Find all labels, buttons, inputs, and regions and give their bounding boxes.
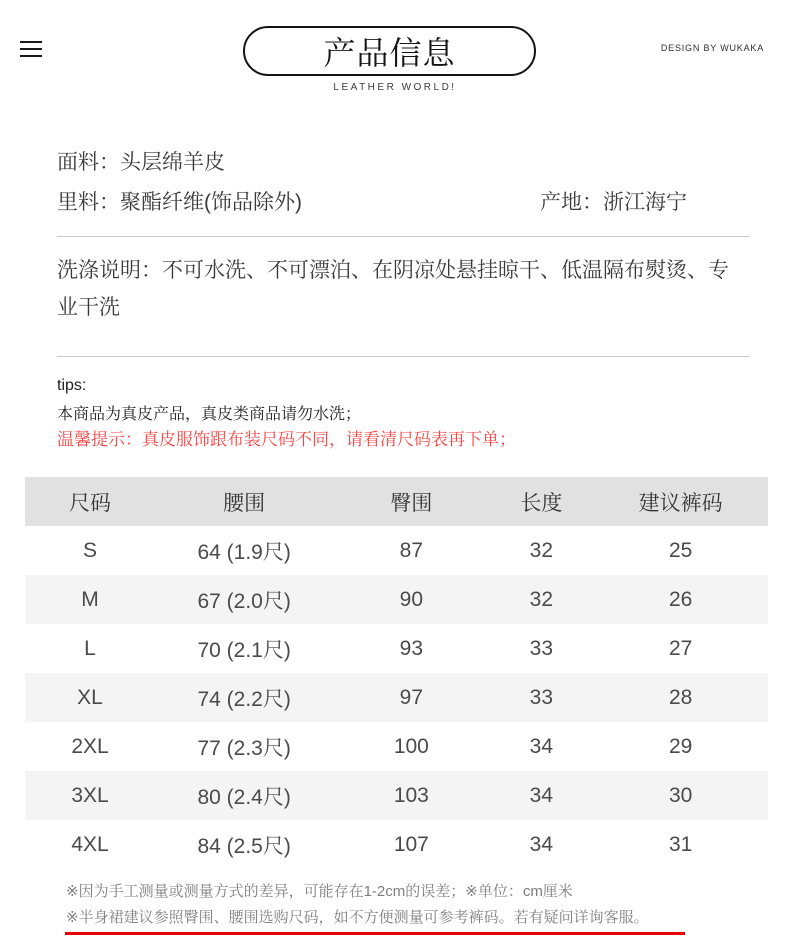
table-row: [25, 771, 768, 820]
footnote-measurement: ※因为手工测量或测量方式的差异，可能存在1-2cm的误差；※单位：cm厘米: [66, 883, 573, 900]
hamburger-menu-icon: [20, 41, 42, 57]
table-cell: 80 (2.4尺): [197, 785, 291, 809]
table-cell: 26: [668, 587, 693, 611]
origin-info: 产地：浙江海宁: [540, 191, 687, 214]
table-row: [25, 820, 768, 869]
table-cell: 27: [668, 636, 693, 660]
table-cell: 74 (2.2尺): [197, 687, 291, 711]
table-row: [25, 624, 768, 673]
table-row: [25, 526, 768, 575]
hamburger-bar: [20, 48, 42, 50]
table-header-cell: 建议裤码: [638, 491, 723, 515]
table-cell: 4XL: [71, 832, 109, 856]
table-cell: 33: [529, 636, 554, 660]
table-cell: 34: [529, 832, 554, 856]
page-title: 产品信息: [323, 35, 456, 71]
table-row: [25, 722, 768, 771]
table-cell: 29: [668, 734, 693, 758]
footnote-sizing-advice: ※半身裙建议参照臀围、腰围选购尺码，如不方便测量可参考裤码。若有疑问详询客服。: [66, 909, 649, 926]
page-title-box: [243, 26, 536, 76]
table-header-cell: 尺码: [69, 491, 111, 515]
table-row: [25, 575, 768, 624]
table-cell: 2XL: [71, 734, 109, 758]
table-cell: 103: [393, 783, 429, 807]
table-cell: 90: [399, 587, 424, 611]
table-cell: S: [83, 538, 98, 562]
size-table: [25, 477, 768, 869]
divider: [57, 236, 750, 237]
page-subtitle: LEATHER WORLD!: [333, 82, 457, 93]
table-cell: 67 (2.0尺): [197, 589, 291, 613]
lining-info: 里料：聚酯纤维(饰品除外): [57, 191, 302, 214]
table-cell: 87: [399, 538, 424, 562]
table-cell: 34: [529, 783, 554, 807]
tips-text: 本商品为真皮产品，真皮类商品请勿水洗；: [57, 406, 362, 423]
table-cell: 25: [668, 538, 693, 562]
table-cell: 33: [529, 685, 554, 709]
fabric-info: 面料：头层绵羊皮: [57, 151, 225, 174]
table-row: [25, 673, 768, 722]
table-cell: 100: [393, 734, 429, 758]
table-cell: 28: [668, 685, 693, 709]
table-cell: 34: [529, 734, 554, 758]
table-cell: 93: [399, 636, 424, 660]
table-cell: 84 (2.5尺): [197, 834, 291, 858]
table-header-row: [25, 477, 768, 526]
table-cell: 107: [393, 832, 429, 856]
divider: [57, 356, 750, 357]
table-cell: 3XL: [71, 783, 109, 807]
table-header-cell: 长度: [520, 491, 563, 515]
table-cell: 30: [668, 783, 693, 807]
hamburger-bar: [20, 41, 42, 43]
table-cell: 31: [668, 832, 693, 856]
table-cell: 77 (2.3尺): [197, 736, 291, 760]
table-cell: 64 (1.9尺): [197, 540, 291, 564]
tips-label: tips:: [57, 377, 87, 394]
table-header-cell: 臀围: [390, 491, 433, 515]
hamburger-bar: [20, 55, 42, 57]
table-cell: M: [81, 587, 99, 611]
table-cell: XL: [77, 685, 103, 709]
table-cell: 70 (2.1尺): [197, 638, 291, 662]
table-cell: 32: [529, 587, 554, 611]
design-credit: DESIGN BY WUKAKA: [660, 43, 764, 53]
table-cell: L: [84, 636, 96, 660]
washing-instructions: 洗涤说明：不可水洗、不可漂泊、在阴凉处悬挂晾干、低温隔布熨烫、专业干洗: [57, 259, 729, 319]
table-cell: 97: [399, 685, 424, 709]
red-underline: [65, 932, 685, 935]
table-header-cell: 腰围: [223, 491, 266, 515]
table-cell: 32: [529, 538, 554, 562]
tips-warning-text: 温馨提示：真皮服饰跟布装尺码不同，请看清尺码表再下单；: [57, 430, 516, 449]
